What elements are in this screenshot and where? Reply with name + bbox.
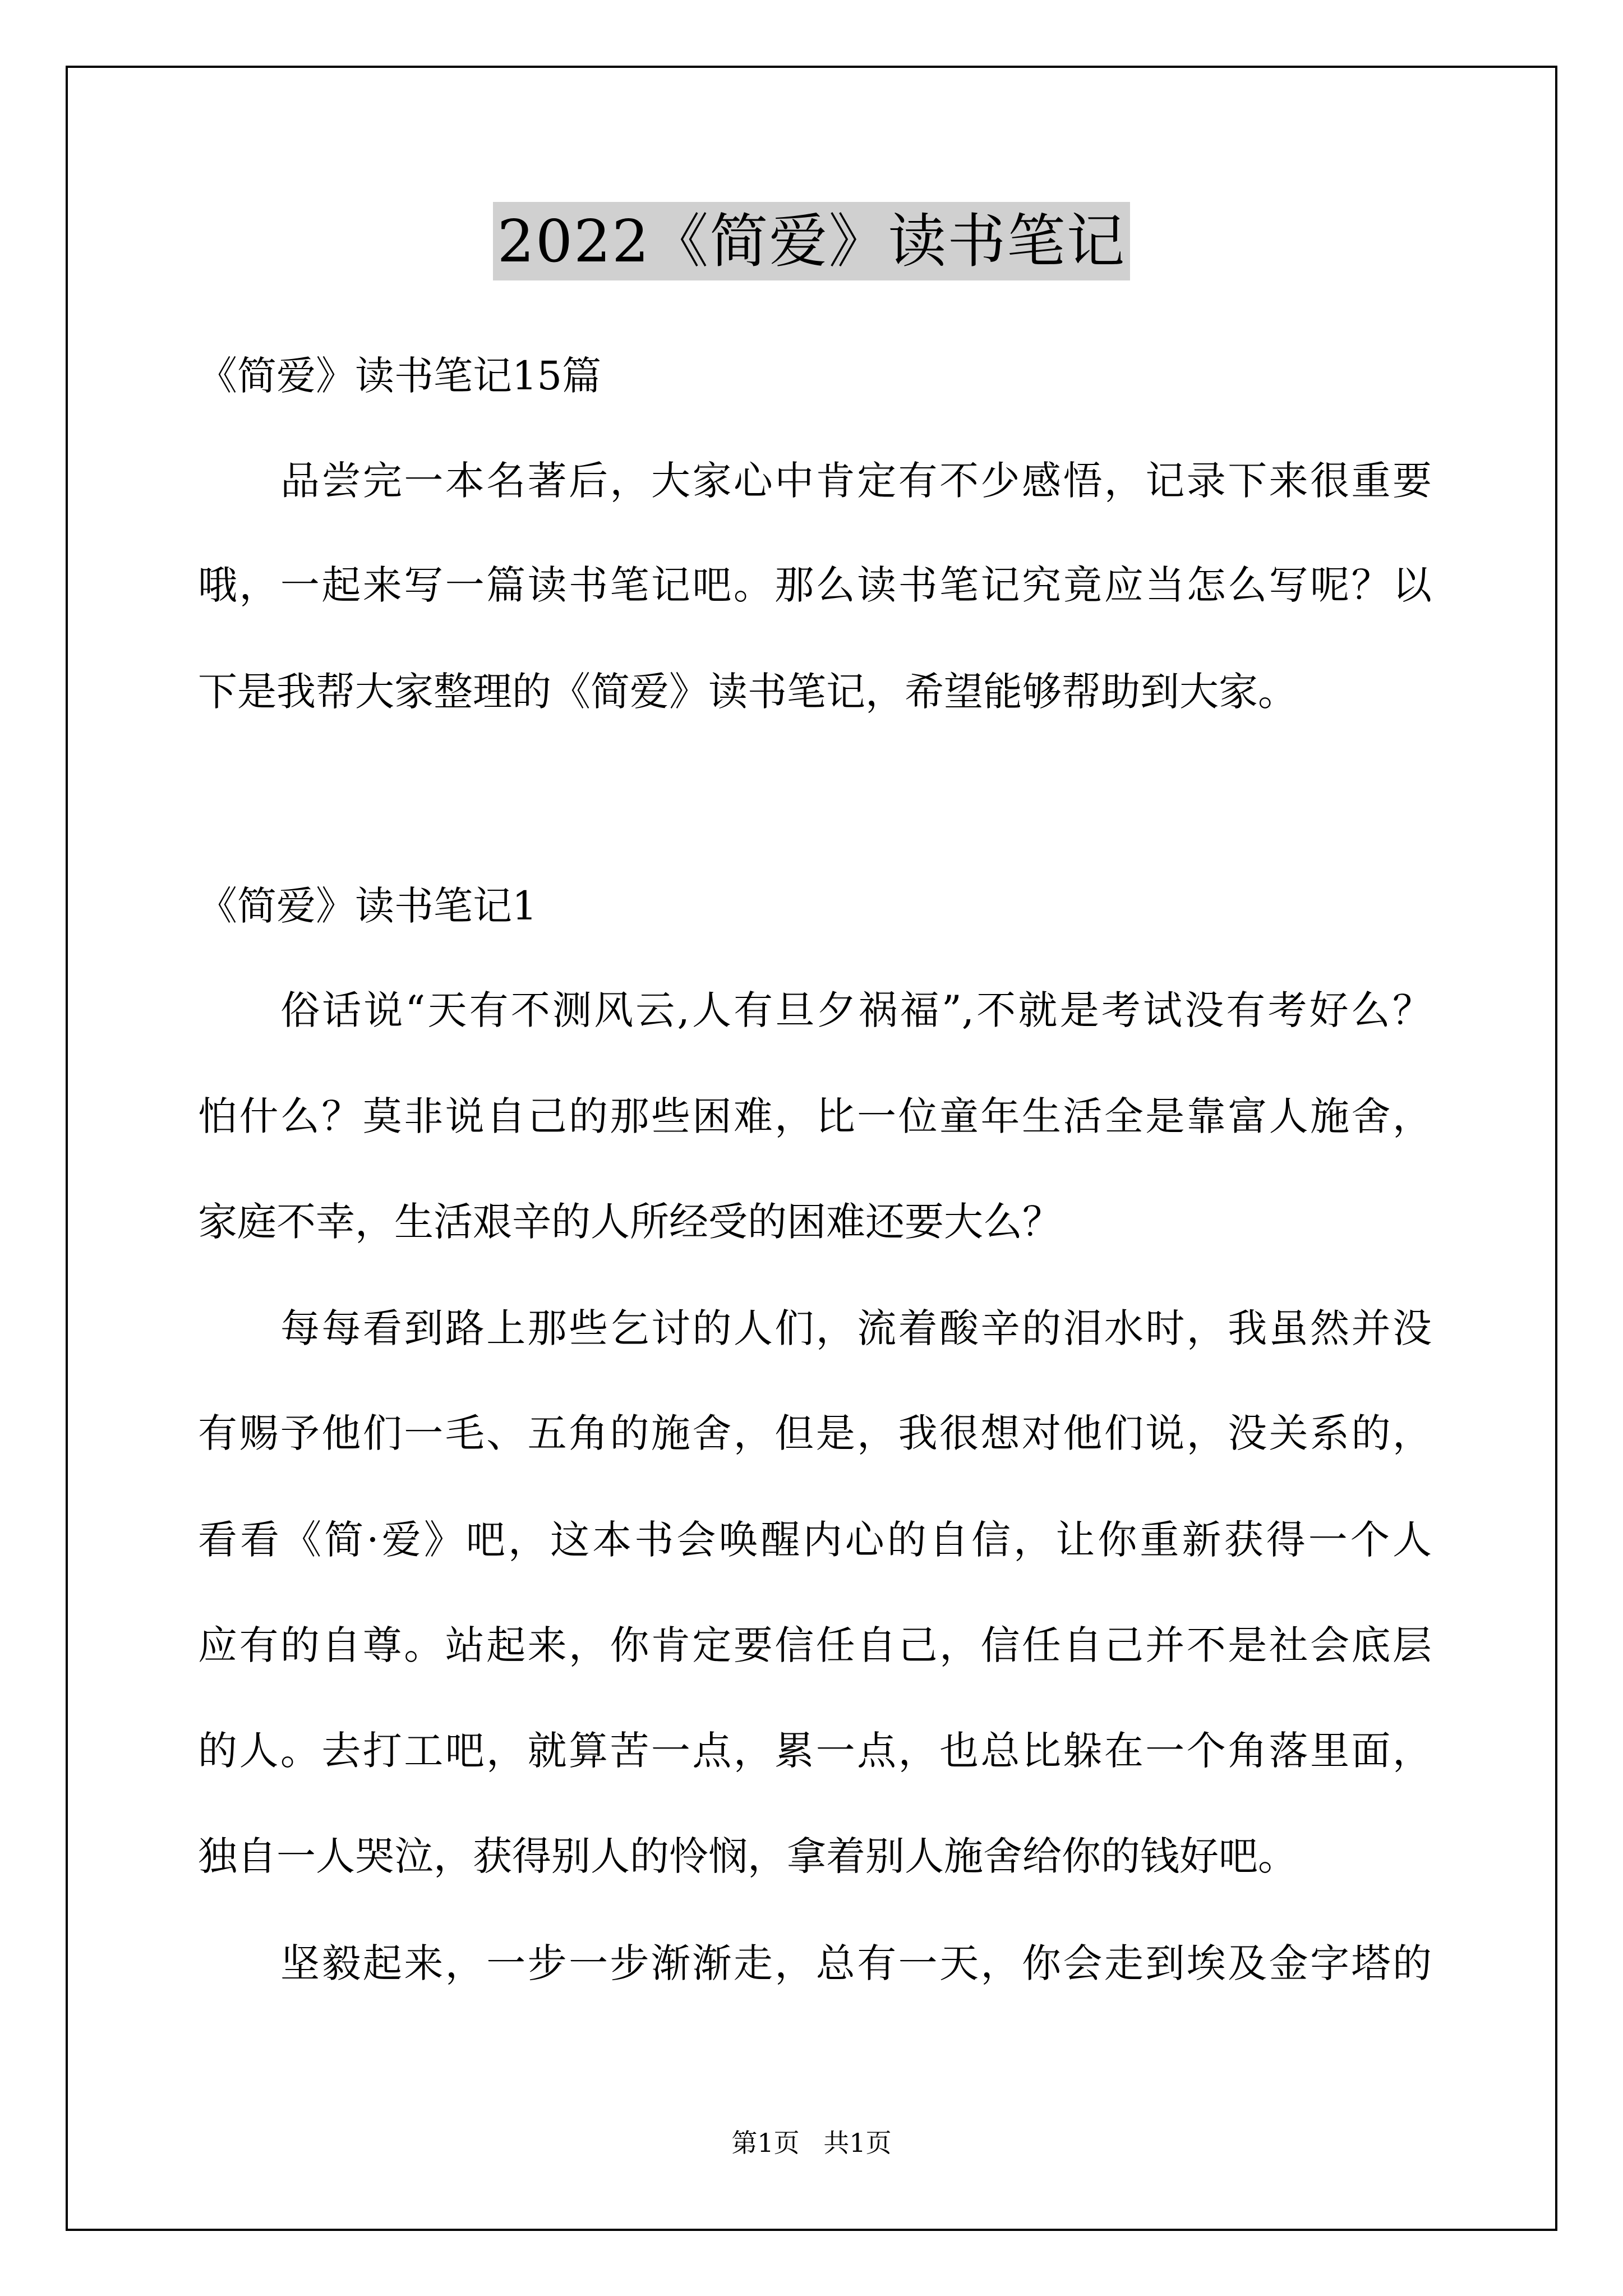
paragraph2-line-3: 看看《简·爱》吧，这本书会唤醒内心的自信，让你重新获得一个人 bbox=[198, 1517, 1432, 1563]
page-number: 第1页 bbox=[731, 2128, 800, 2158]
document-title: 2022《简爱》读书笔记 bbox=[493, 202, 1131, 280]
intro-line-2: 哦，一起来写一篇读书笔记吧。那么读书笔记究竟应当怎么写呢？以 bbox=[198, 562, 1432, 608]
paragraph2-line-4: 应有的自尊。站起来，你肯定要信任自己，信任自己并不是社会底层 bbox=[198, 1622, 1432, 1668]
section-heading: 《简爱》读书笔记1 bbox=[198, 883, 537, 929]
paragraph2-line-2: 有赐予他们一毛、五角的施舍，但是，我很想对他们说，没关系的， bbox=[198, 1410, 1432, 1456]
paragraph2-line-1: 每每看到路上那些乞讨的人们，流着酸辛的泪水时，我虽然并没 bbox=[280, 1305, 1432, 1351]
title-container bbox=[0, 202, 1623, 280]
page-footer bbox=[0, 2126, 1623, 2160]
intro-line-3: 下是我帮大家整理的《简爱》读书笔记，希望能够帮助到大家。 bbox=[198, 669, 1297, 715]
paragraph1-line-3: 家庭不幸，生活艰辛的人所经受的困难还要大么？ bbox=[198, 1199, 1062, 1245]
paragraph3-line-1: 坚毅起来，一步一步渐渐走，总有一天，你会走到埃及金字塔的 bbox=[280, 1940, 1432, 1986]
paragraph1-line-2: 怕什么？莫非说自己的那些困难，比一位童年生活全是靠富人施舍， bbox=[198, 1093, 1432, 1139]
paragraph2-line-5: 的人。去打工吧，就算苦一点，累一点，也总比躲在一个角落里面， bbox=[198, 1728, 1432, 1774]
paragraph1-line-1: 俗话说“天有不测风云,人有旦夕祸福”,不就是考试没有考好么？ bbox=[280, 987, 1432, 1033]
paragraph2-line-6: 独自一人哭泣，获得别人的怜悯，拿着别人施舍给你的钱好吧。 bbox=[198, 1833, 1297, 1879]
subtitle: 《简爱》读书笔记15篇 bbox=[198, 353, 602, 399]
page-total: 共1页 bbox=[823, 2128, 892, 2158]
intro-line-1: 品尝完一本名著后，大家心中肯定有不少感悟，记录下来很重要 bbox=[280, 458, 1432, 504]
